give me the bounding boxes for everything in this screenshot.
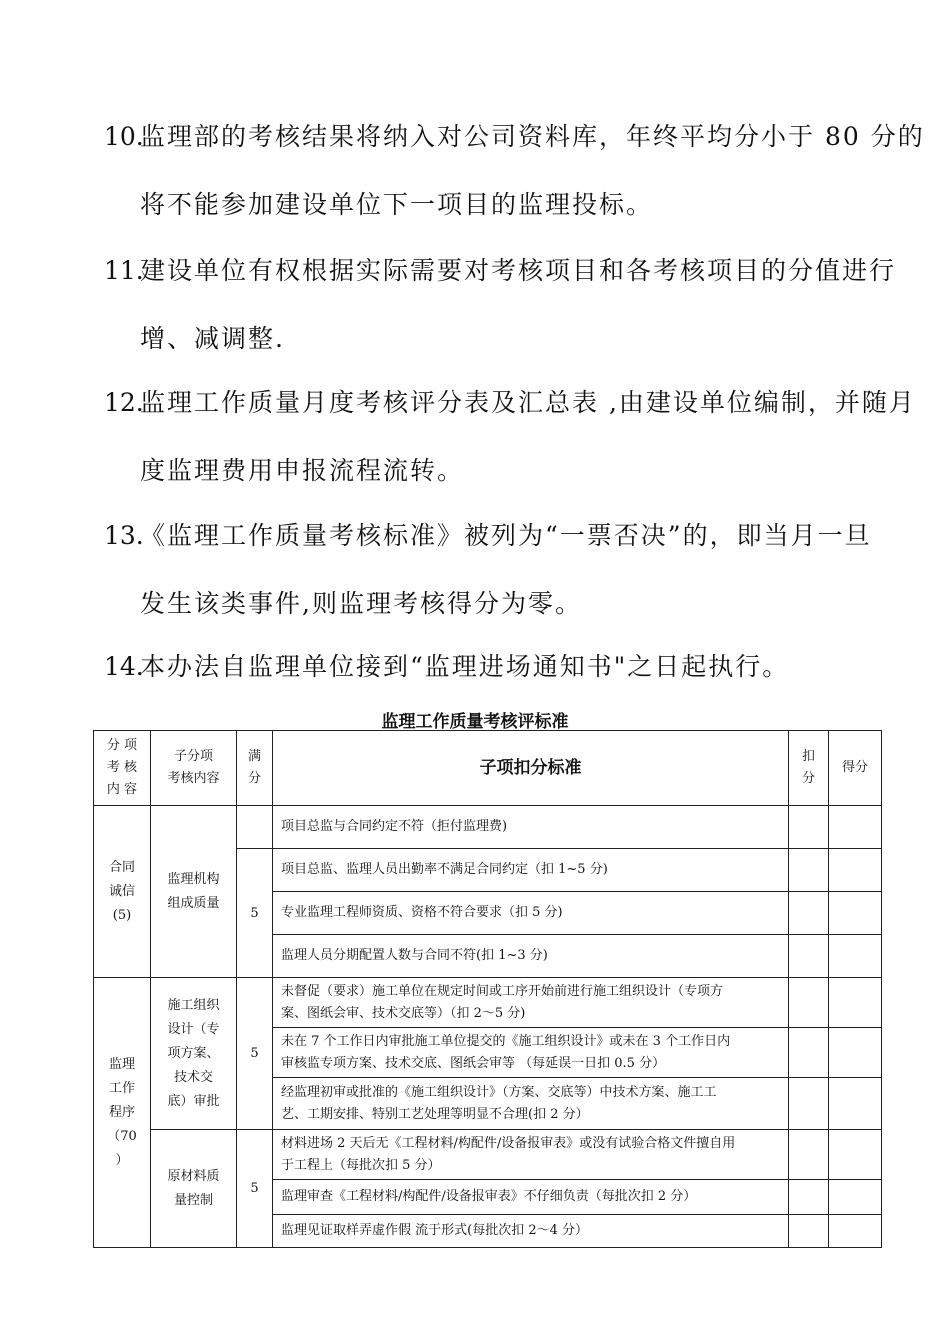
clause-11-continuation: 增、减调整. bbox=[140, 324, 285, 353]
table-row bbox=[94, 1130, 882, 1180]
deduction-cell bbox=[789, 1215, 829, 1248]
category-text: 监理 bbox=[108, 1056, 135, 1072]
deduction-cell bbox=[789, 892, 829, 935]
subitem-cell bbox=[151, 1130, 237, 1248]
score-cell bbox=[829, 1028, 882, 1078]
subitem-text: 底）审批 bbox=[167, 1093, 220, 1109]
clause-number: 12. bbox=[104, 388, 144, 417]
header-text: 考核内容 bbox=[167, 771, 220, 786]
score-cell bbox=[829, 1180, 882, 1215]
subitem-text: 项方案、 bbox=[167, 1045, 220, 1061]
subitem-text: 原材料质 bbox=[167, 1168, 220, 1184]
header-row bbox=[94, 731, 882, 806]
full-score-cell: 5 bbox=[237, 1130, 273, 1248]
clause-text: 监理工作质量月度考核评分表及汇总表 ,由建设单位编制，并随月 bbox=[140, 388, 916, 417]
clause-number: 10. bbox=[104, 122, 144, 151]
criterion-line: 艺、工期安排、特别工艺处理等明显不合理(扣 2 分） bbox=[281, 1106, 589, 1122]
score-cell bbox=[829, 806, 882, 849]
criterion-cell bbox=[273, 978, 789, 1028]
subitem-text: 组成质量 bbox=[167, 895, 220, 911]
clause-number: 11. bbox=[104, 256, 144, 285]
full-score-cell: 5 bbox=[237, 849, 273, 978]
criterion-cell: 监理人员分期配置人数与合同不符(扣 1~3 分) bbox=[273, 935, 789, 978]
clause-14 bbox=[104, 652, 789, 682]
header-full-score bbox=[237, 731, 273, 806]
header-text: 分 bbox=[247, 771, 261, 786]
clause-12-continuation: 度监理费用申报流程流转。 bbox=[140, 456, 465, 485]
table-row bbox=[94, 806, 882, 849]
subitem-text: 施工组织 bbox=[167, 997, 220, 1013]
header-score: 得分 bbox=[829, 731, 882, 806]
clause-13 bbox=[104, 521, 872, 551]
header-text: 扣 bbox=[801, 749, 815, 764]
criterion-cell bbox=[273, 1028, 789, 1078]
criterion-line: 材料进场 2 天后无《工程材料/构配件/设备报审表》或没有试验合格文件擅自用 bbox=[281, 1135, 736, 1151]
header-category bbox=[94, 731, 151, 806]
header-subitem bbox=[151, 731, 237, 806]
deduction-cell bbox=[789, 806, 829, 849]
subitem-cell bbox=[151, 978, 237, 1130]
subitem-text: 技术交 bbox=[173, 1069, 213, 1085]
criterion-line: 审核监专项方案、技术交底、图纸会审等 （每延误一日扣 0.5 分） bbox=[281, 1055, 666, 1071]
deduction-cell bbox=[789, 849, 829, 892]
header-text: 分 bbox=[801, 771, 815, 786]
deduction-cell bbox=[789, 1078, 829, 1130]
criterion-cell: 监理见证取样弄虚作假 流于形式(每批次扣 2～4 分） bbox=[273, 1215, 789, 1248]
table-row bbox=[94, 978, 882, 1028]
full-score-cell: 5 bbox=[237, 978, 273, 1130]
category-text: (5) bbox=[112, 907, 132, 923]
clause-text: 监理部的考核结果将纳入对公司资料库，年终平均分小于 80 分的 bbox=[140, 122, 925, 151]
deduction-cell bbox=[789, 1130, 829, 1180]
clause-10-continuation: 将不能参加建设单位下一项目的监理投标。 bbox=[140, 190, 654, 219]
criterion-cell: 监理审查《工程材料/构配件/设备报审表》不仔细负责（每批次扣 2 分） bbox=[273, 1180, 789, 1215]
deduction-cell bbox=[789, 1028, 829, 1078]
assessment-table bbox=[93, 730, 882, 1248]
category-cell bbox=[94, 978, 151, 1248]
subitem-text: 设计（专 bbox=[167, 1021, 220, 1037]
criterion-cell bbox=[273, 1078, 789, 1130]
category-text: （70 bbox=[107, 1128, 137, 1144]
clause-text: 本办法自监理单位接到“监理进场通知书"之日起执行。 bbox=[140, 652, 790, 681]
header-deduction-standard: 子项扣分标准 bbox=[273, 731, 789, 806]
criterion-line: 于工程上（每批次扣 5 分） bbox=[281, 1157, 441, 1173]
table-title: 监理工作质量考核评标准 bbox=[381, 712, 569, 732]
header-deduction bbox=[789, 731, 829, 806]
criterion-line: 未在 7 个工作日内审批施工单位提交的《施工组织设计》或未在 3 个工作日内 bbox=[281, 1033, 731, 1049]
criterion-line: 经监理初审或批准的《施工组织设计》（方案、交底等）中技术方案、施工工 bbox=[281, 1084, 717, 1100]
score-cell bbox=[829, 935, 882, 978]
header-text: 内 容 bbox=[106, 782, 138, 797]
criterion-line: 案、图纸会审、技术交底等）（扣 2～5 分) bbox=[281, 1005, 526, 1021]
deduction-cell bbox=[789, 935, 829, 978]
subitem-text: 监理机构 bbox=[167, 871, 220, 887]
clause-12 bbox=[104, 388, 916, 418]
header-text: 分 项 bbox=[106, 738, 138, 753]
criterion-cell: 专业监理工程师资质、资格不符合要求（扣 5 分) bbox=[273, 892, 789, 935]
score-cell bbox=[829, 849, 882, 892]
category-text: 工作 bbox=[108, 1080, 135, 1096]
score-cell bbox=[829, 892, 882, 935]
clause-13-continuation: 发生该类事件,则监理考核得分为零。 bbox=[140, 589, 582, 618]
score-cell bbox=[829, 1078, 882, 1130]
deduction-cell bbox=[789, 978, 829, 1028]
criterion-cell: 项目总监与合同约定不符（拒付监理费) bbox=[273, 806, 789, 849]
subitem-cell bbox=[151, 806, 237, 978]
criterion-cell bbox=[273, 1130, 789, 1180]
clause-number: 13. bbox=[104, 521, 144, 550]
category-text: 程序 bbox=[108, 1104, 135, 1120]
score-cell bbox=[829, 1130, 882, 1180]
subitem-text: 量控制 bbox=[173, 1192, 213, 1208]
clause-10 bbox=[104, 122, 925, 152]
header-text: 满 bbox=[247, 749, 261, 764]
category-cell bbox=[94, 806, 151, 978]
score-cell bbox=[829, 1215, 882, 1248]
category-text: 合同 bbox=[108, 859, 135, 875]
clause-number: 14. bbox=[104, 652, 144, 681]
category-text: ） bbox=[115, 1152, 129, 1168]
full-score-cell bbox=[237, 806, 273, 849]
score-cell bbox=[829, 978, 882, 1028]
deduction-cell bbox=[789, 1180, 829, 1215]
criterion-cell: 项目总监、监理人员出勤率不满足合同约定（扣 1~5 分) bbox=[273, 849, 789, 892]
criterion-line: 未督促（要求）施工单位在规定时间或工序开始前进行施工组织设计（专项方 bbox=[281, 983, 724, 999]
header-text: 子分项 bbox=[173, 749, 213, 764]
clause-text: 建设单位有权根据实际需要对考核项目和各考核项目的分值进行 bbox=[140, 256, 897, 285]
clause-text: 《监理工作质量考核标准》被列为“一票否决”的，即当月一旦 bbox=[140, 521, 872, 550]
category-text: 诚信 bbox=[108, 883, 135, 899]
clause-11 bbox=[104, 256, 896, 286]
header-text: 考 核 bbox=[106, 760, 138, 775]
